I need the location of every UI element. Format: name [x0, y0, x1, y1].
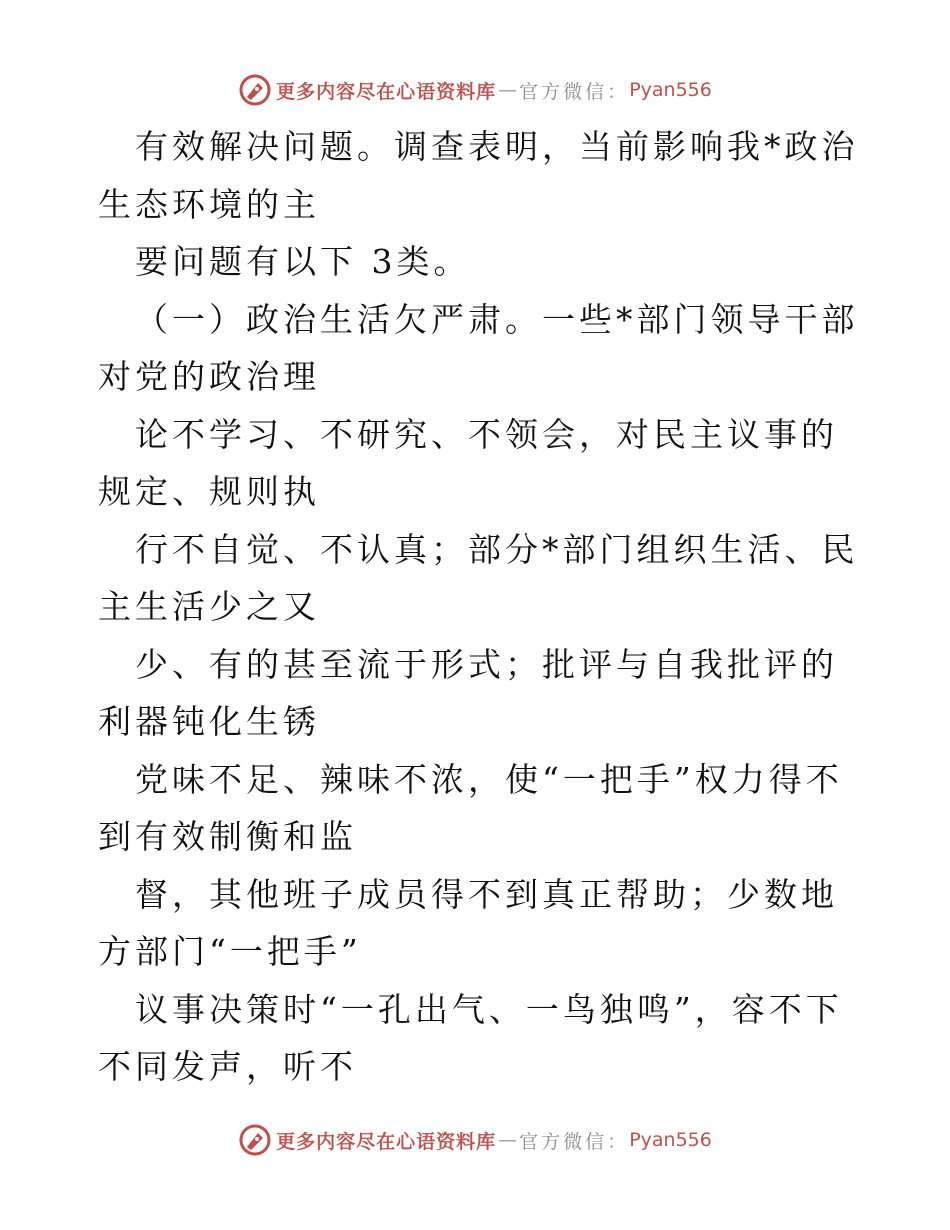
banner-separator: — — [498, 79, 518, 101]
wechat-id: Pyan556 — [629, 1129, 712, 1151]
header-watermark — [0, 70, 950, 110]
wechat-id: Pyan556 — [629, 79, 712, 101]
paragraph: （一）政治生活欠严肃。一些*部门领导干部对党的政治理 — [98, 299, 859, 396]
pen-nib-circle-icon — [238, 1123, 272, 1157]
paragraph: 行不自觉、不认真；部分*部门组织生活、民主生活少之又 — [98, 529, 859, 626]
paragraph: 要问题有以下 3类。 — [135, 242, 471, 281]
brand-text: 更多内容尽在心语资料库 — [276, 1130, 497, 1153]
paragraph: 论不学习、不研究、不领会，对民主议事的规定、规则执 — [98, 414, 838, 511]
paragraph: 少、有的甚至流于形式；批评与自我批评的利器钝化生锈 — [98, 644, 838, 741]
paragraph: 党味不足、辣味不浓，使“一把手”权力得不到有效制衡和监 — [98, 759, 843, 856]
paragraph: 有效解决问题。调查表明，当前影响我*政治生态环境的主 — [98, 127, 859, 224]
banner-separator: — — [498, 1129, 518, 1151]
brand-text: 更多内容尽在心语资料库 — [276, 80, 497, 103]
official-label: 官方微信： — [519, 80, 630, 103]
official-label: 官方微信： — [519, 1130, 630, 1153]
paragraph: 督，其他班子成员得不到真正帮助；少数地方部门“一把手” — [98, 874, 838, 971]
pen-nib-circle-icon — [238, 73, 272, 107]
paragraph: 议事决策时“一孔出气、一鸟独鸣”，容不下不同发声，听不 — [98, 989, 843, 1086]
footer-watermark — [0, 1120, 950, 1160]
document-body — [98, 118, 868, 1096]
